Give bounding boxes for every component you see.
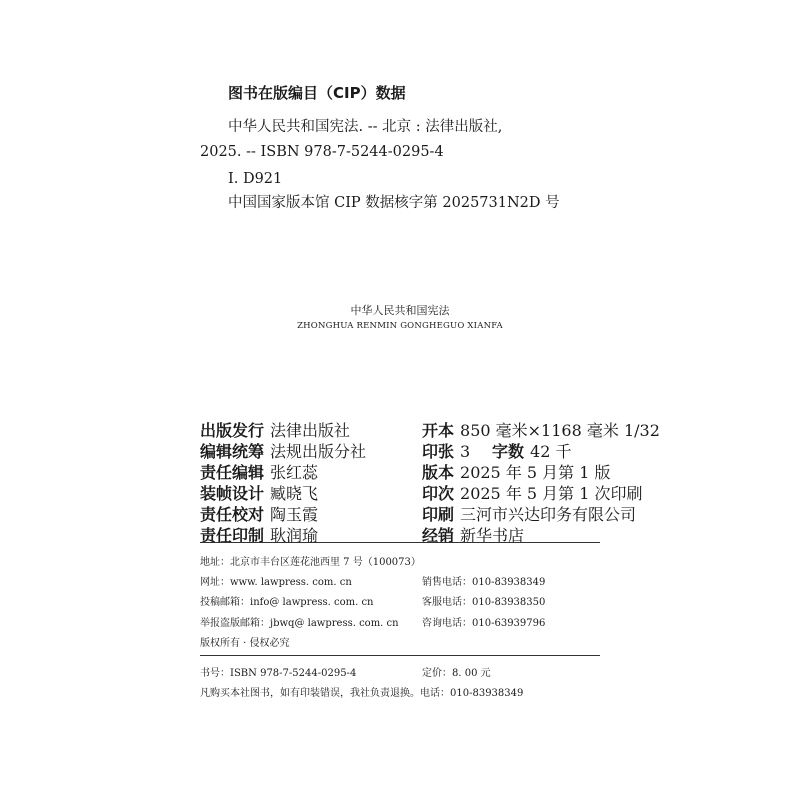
- copyright-notice: 版权所有 · 侵权必究: [200, 638, 290, 649]
- designer-value: 臧晓飞: [270, 484, 319, 503]
- word-count-label: 字数: [492, 442, 525, 461]
- responsible-editor-label: 责任编辑: [200, 463, 265, 482]
- editorial-coordination-label: 编辑统筹: [200, 442, 265, 461]
- edition-row: [422, 460, 611, 483]
- printer-value: 三河市兴达印务有限公司: [460, 505, 637, 524]
- divider-top: [200, 542, 600, 543]
- cip-title: 图书在版编目（CIP）数据: [228, 84, 406, 102]
- edition-value: 2025 年 5 月第 1 版: [460, 463, 611, 482]
- proofreader-row: [200, 502, 318, 525]
- cip-line-3: Ⅰ. D921: [228, 171, 283, 187]
- print-supervisor-value: 耿润瑜: [270, 526, 319, 545]
- cip-line-4: 中国国家版本馆 CIP 数据核字第 2025731N2D 号: [228, 195, 560, 211]
- printing-value: 2025 年 5 月第 1 次印刷: [460, 484, 643, 503]
- format-value: 850 毫米×1168 毫米 1/32: [460, 421, 660, 440]
- designer-row: [200, 481, 318, 504]
- distributor-value: 新华书店: [460, 526, 525, 545]
- sales-phone: 销售电话：010-83938349: [422, 577, 546, 588]
- divider-bottom: [200, 655, 600, 656]
- inquiry-phone: 咨询电话：010-63939796: [422, 618, 546, 629]
- return-notice: 凡购买本社图书，如有印装错误，我社负责退换。电话：010-83938349: [200, 688, 524, 699]
- word-count-value: 42 千: [530, 442, 572, 461]
- printer-row: [422, 502, 636, 525]
- edition-label: 版本: [422, 463, 455, 482]
- format-row: [422, 418, 660, 441]
- book-title-pinyin: ZHONGHUA RENMIN GONGHEGUO XIANFA: [297, 321, 503, 331]
- service-phone: 客服电话：010-83938350: [422, 597, 546, 608]
- address: 地址：北京市丰台区莲花池西里 7 号（100073）: [200, 557, 421, 568]
- publisher-value: 法律出版社: [270, 421, 351, 440]
- publisher-row: [200, 418, 350, 441]
- submission-email: 投稿邮箱：info@ lawpress. com. cn: [200, 597, 374, 608]
- cip-line-2: 2025. -- ISBN 978-7-5244-0295-4: [200, 144, 444, 160]
- print-supervisor-label: 责任印制: [200, 526, 265, 545]
- sheets-row: [422, 439, 470, 462]
- responsible-editor-value: 张红蕊: [270, 463, 319, 482]
- proofreader-value: 陶玉霞: [270, 505, 319, 524]
- printing-label: 印次: [422, 484, 455, 503]
- sheets-label: 印张: [422, 442, 455, 461]
- book-title-chinese: 中华人民共和国宪法: [350, 304, 450, 317]
- proofreader-label: 责任校对: [200, 505, 265, 524]
- word-count-row: [492, 439, 571, 462]
- printing-row: [422, 481, 643, 504]
- editorial-coordination-value: 法规出版分社: [270, 442, 367, 461]
- website: 网址：www. lawpress. com. cn: [200, 577, 352, 588]
- designer-label: 装帧设计: [200, 484, 265, 503]
- format-label: 开本: [422, 421, 455, 440]
- responsible-editor-row: [200, 460, 318, 483]
- report-email: 举报盗版邮箱：jbwq@ lawpress. com. cn: [200, 618, 399, 629]
- cip-line-1: 中华人民共和国宪法. -- 北京 : 法律出版社,: [228, 119, 503, 135]
- sheets-value: 3: [460, 442, 471, 461]
- isbn: 书号：ISBN 978-7-5244-0295-4: [200, 668, 357, 679]
- publisher-label: 出版发行: [200, 421, 265, 440]
- price: 定价：8. 00 元: [422, 668, 491, 679]
- distributor-label: 经销: [422, 526, 455, 545]
- editorial-coordination-row: [200, 439, 366, 462]
- printer-label: 印刷: [422, 505, 455, 524]
